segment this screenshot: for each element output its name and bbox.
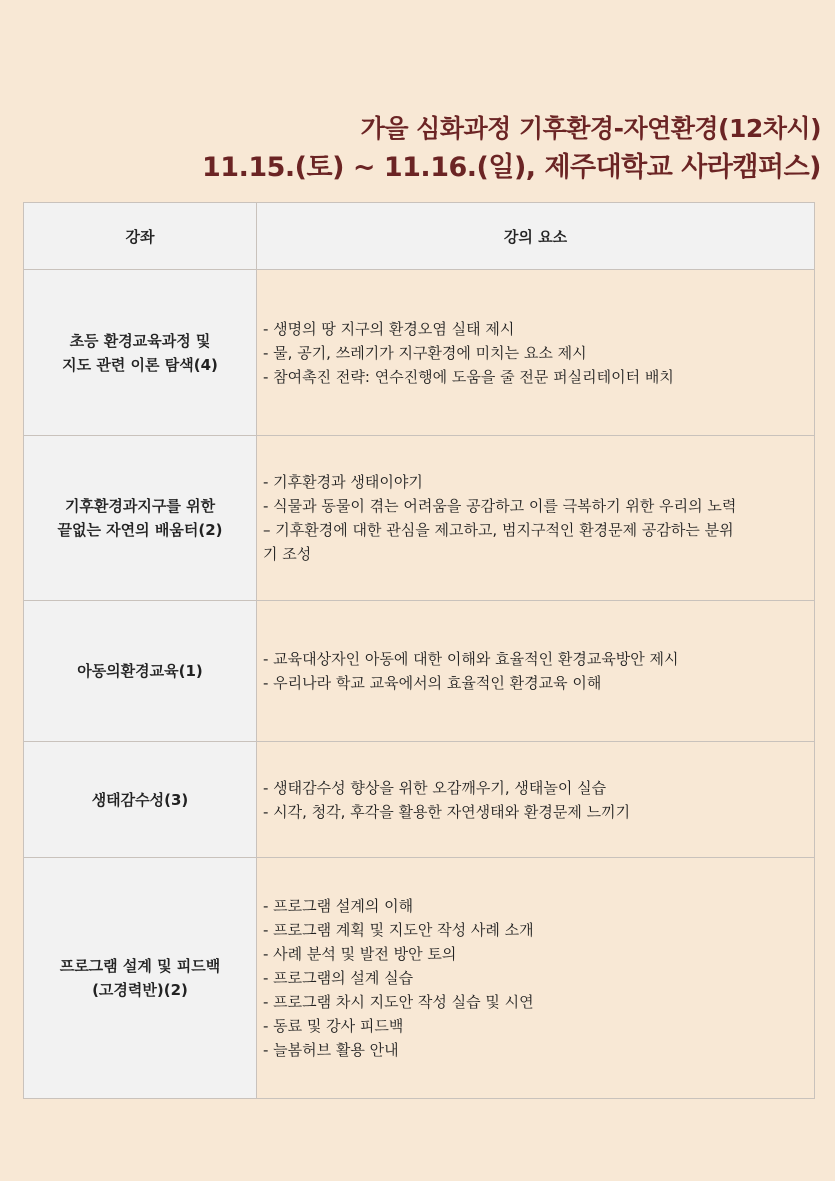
list-item: - 프로그램의 설계 실습 [263,969,414,987]
course-cell [24,858,257,1099]
list-item: 기 조성 [263,545,312,563]
page-title [202,110,821,188]
table-header-row [24,203,815,270]
header-elements: 강의 요소 [257,203,815,270]
list-item: - 사례 분석 및 발전 방안 토의 [263,945,457,963]
course-title-line: 아동의환경교육(1) [77,662,203,680]
list-item: - 물, 공기, 쓰레기가 지구환경에 미치는 요소 제시 [263,343,587,362]
course-cell [24,601,257,742]
list-item: - 식물과 동물이 겪는 어려움을 공감하고 이를 극복하기 위한 우리의 노력 [263,497,737,515]
elements-cell [257,742,815,858]
list-item: - 늘봄허브 활용 안내 [263,1041,399,1059]
course-title-line: 지도 관련 이론 탐색(4) [62,355,218,374]
list-item: – 기후환경에 대한 관심을 제고하고, 범지구적인 환경문제 공감하는 분위 [263,521,734,539]
course-title-line: 초등 환경교육과정 및 [69,331,211,350]
schedule-table [23,202,815,1099]
list-item: - 프로그램 차시 지도안 작성 실습 및 시연 [263,993,534,1011]
list-item: - 프로그램 계획 및 지도안 작성 사례 소개 [263,921,534,939]
table-row [24,858,815,1099]
elements-cell [257,270,815,436]
title-line-2: 11.15.(토) ~ 11.16.(일), 제주대학교 사라캠퍼스) [202,152,821,183]
course-cell [24,436,257,601]
title-line-1: 가을 심화과정 기후환경-자연환경(12차시) [360,114,821,143]
elements-cell [257,436,815,601]
list-item: - 생명의 땅 지구의 환경오염 실태 제시 [263,319,515,338]
course-cell [24,270,257,436]
course-cell [24,742,257,858]
table-row [24,742,815,858]
table-row [24,601,815,742]
elements-cell [257,601,815,742]
list-item: - 교육대상자인 아동에 대한 이해와 효율적인 환경교육방안 제시 [263,650,679,668]
header-course: 강좌 [24,203,257,270]
elements-cell [257,858,815,1099]
course-title-line: 프로그램 설계 및 피드백 [59,957,221,975]
course-title-line: 기후환경과지구를 위한 [64,497,216,515]
table-row [24,270,815,436]
list-item: - 프로그램 설계의 이해 [263,897,414,915]
course-title-line: 끝없는 자연의 배움터(2) [57,521,223,539]
course-title-line: (고경력반)(2) [92,981,188,999]
list-item: - 우리나라 학교 교육에서의 효율적인 환경교육 이해 [263,674,602,692]
table-row [24,436,815,601]
list-item: - 생태감수성 향상을 위한 오감깨우기, 생태놀이 실습 [263,778,607,797]
list-item: - 기후환경과 생태이야기 [263,473,423,491]
list-item: - 참여촉진 전략: 연수진행에 도움을 줄 전문 퍼실리테이터 배치 [263,367,674,386]
list-item: - 동료 및 강사 피드백 [263,1017,404,1035]
list-item: - 시각, 청각, 후각을 활용한 자연생태와 환경문제 느끼기 [263,802,631,821]
course-title-line: 생태감수성(3) [91,790,189,809]
